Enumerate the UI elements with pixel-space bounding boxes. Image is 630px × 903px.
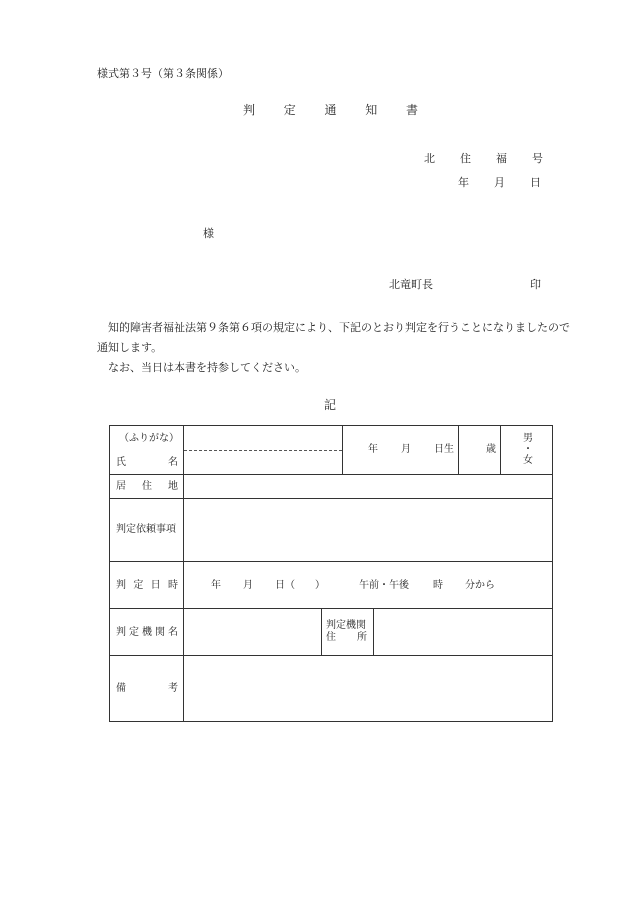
birth-date-field[interactable]: 年 月 日生 xyxy=(368,444,454,455)
datetime-weekday-close: ） xyxy=(315,580,325,591)
ki-heading: 記 xyxy=(324,398,337,412)
request-label: 判定依頼事項 xyxy=(116,524,176,535)
furigana-label: （ふりがな） xyxy=(119,433,179,444)
row-divider xyxy=(110,498,552,499)
datetime-hour: 時 xyxy=(433,580,443,591)
column-divider xyxy=(458,426,459,474)
remarks-label: 備 考 xyxy=(116,683,178,694)
datetime-year: 年 xyxy=(211,580,221,591)
row-divider xyxy=(110,655,552,656)
agency-address-label-line1: 判定機関 xyxy=(326,620,366,631)
name-field[interactable] xyxy=(185,453,341,471)
notice-paragraph: 知的障害者福祉法第９条第６項の規定により、下記のとおり判定を行うことになりましたので通知します。 xyxy=(97,321,570,354)
datetime-ampm[interactable]: 午前・午後 xyxy=(359,580,409,591)
gender-male[interactable]: 男 xyxy=(523,433,533,444)
gender-female[interactable]: 女 xyxy=(523,455,533,466)
issuer-name: 北竜町長 xyxy=(389,278,433,291)
form-number: 様式第３号（第３条関係） xyxy=(97,67,229,80)
row-divider xyxy=(110,561,552,562)
agency-address-field[interactable] xyxy=(375,610,549,653)
gender-separator: ・ xyxy=(523,444,533,455)
column-divider xyxy=(183,426,184,721)
residence-field[interactable] xyxy=(185,476,549,496)
column-divider xyxy=(321,608,322,655)
datetime-day: 日（ xyxy=(275,580,295,591)
document-date: 年 月 日 xyxy=(458,176,541,189)
column-divider xyxy=(373,608,374,655)
agency-address-label-line2: 住 所 xyxy=(326,632,367,643)
notice-paragraph: なお、当日は本書を持参してください。 xyxy=(108,361,306,374)
row-divider xyxy=(110,608,552,609)
datetime-minute: 分から xyxy=(465,580,495,591)
agency-name-label: 判 定 機 関 名 xyxy=(116,627,178,638)
datetime-month: 月 xyxy=(243,580,253,591)
request-field[interactable] xyxy=(185,500,549,559)
notice-body xyxy=(97,318,571,378)
furigana-field[interactable] xyxy=(185,430,341,448)
furigana-separator xyxy=(184,450,342,451)
column-divider xyxy=(342,426,343,474)
age-field[interactable]: 歳 xyxy=(486,444,496,455)
addressee-suffix: 様 xyxy=(203,227,214,240)
document-title: 判 定 通 知 書 xyxy=(243,103,418,117)
residence-label: 居 住 地 xyxy=(116,481,178,492)
column-divider xyxy=(500,426,501,474)
remarks-field[interactable] xyxy=(185,657,549,719)
document-number: 北 住 福 号 xyxy=(424,152,543,165)
name-label: 氏 名 xyxy=(116,457,178,468)
row-divider xyxy=(110,474,552,475)
agency-name-field[interactable] xyxy=(185,610,319,653)
seal-mark: 印 xyxy=(530,278,541,291)
judgment-table xyxy=(109,425,553,722)
datetime-label: 判 定 日 時 xyxy=(116,580,178,591)
